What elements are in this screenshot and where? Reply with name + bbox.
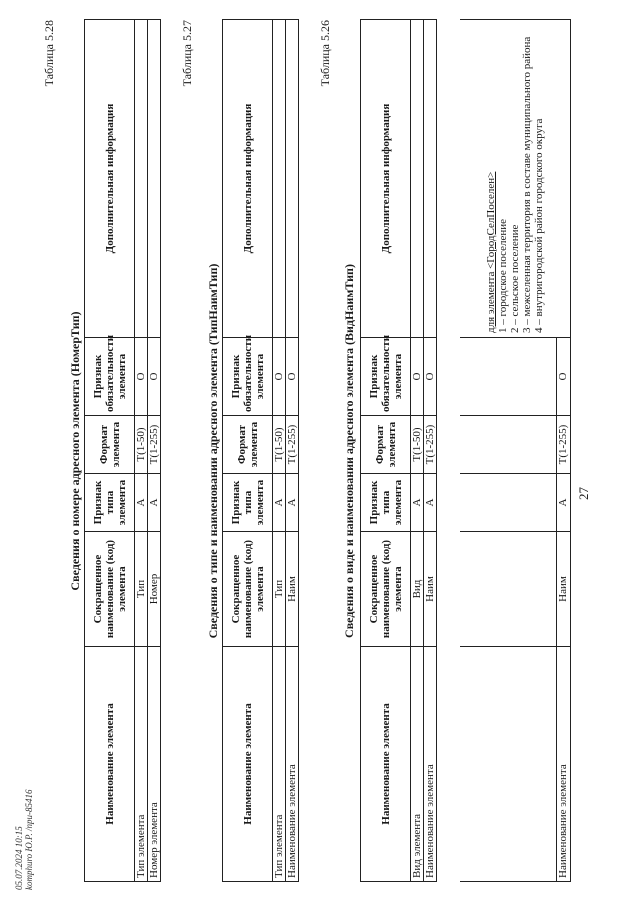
cell-name: Вид элемента (411, 647, 424, 882)
table-title: Сведения о типе и наименовании адресного элемента (ТипНаимТип) (206, 263, 220, 639)
code-list-item: 3 – межселенная территория в составе муниципального района (520, 36, 533, 333)
header-required: Признак обязательности элемента (361, 338, 411, 416)
table-5-26-block (318, 20, 458, 882)
table-row (135, 20, 148, 882)
continued-table-block (460, 19, 571, 882)
cell-code: Наим (286, 532, 299, 647)
code-list-item: 2 – сельское поселение (508, 224, 521, 333)
header-type: Признак типа элемента (223, 474, 273, 532)
cell-type: А (148, 474, 161, 532)
cell-format: T(1-255) (556, 416, 570, 474)
cell-name: Наименование элемента (424, 647, 437, 882)
print-stamp (14, 789, 34, 890)
cell-required: О (148, 338, 161, 416)
header-name: Наименование элемента (361, 647, 411, 882)
header-type: Признак типа элемента (85, 474, 135, 532)
table-caption: Таблица 5.28 (42, 20, 56, 87)
cell-info (411, 20, 424, 338)
code-list-item: 4 – внутригородской район городского округа (532, 118, 545, 333)
cell-info (135, 20, 148, 338)
table-row (273, 20, 286, 882)
cell-code: Вид (411, 532, 424, 647)
cell-required: О (556, 338, 570, 416)
cell-type: А (411, 474, 424, 532)
table-5-26 (360, 19, 437, 882)
page-number: 27 (576, 487, 591, 500)
table-5-28 (84, 19, 161, 882)
cell-code: Тип (135, 532, 148, 647)
cell-name: Тип элемента (135, 647, 148, 882)
cell-name: Тип элемента (273, 647, 286, 882)
cell-name: Наименование элемента (556, 647, 570, 882)
header-code: Сокращенное наименование (код) элемента (361, 532, 411, 647)
cell-type: А (135, 474, 148, 532)
header-type: Признак типа элемента (361, 474, 411, 532)
cell-info (424, 20, 437, 338)
header-format: Формат элемента (361, 416, 411, 474)
cell-required: О (286, 338, 299, 416)
cell-required: О (135, 338, 148, 416)
cell-info (148, 20, 161, 338)
code-list-cell (460, 20, 570, 338)
cell-format: T(1-50) (411, 416, 424, 474)
code-list-title: для элемента <ГородСелПоселен> (484, 171, 497, 333)
header-name: Наименование элемента (223, 647, 273, 882)
table-header-row (85, 20, 135, 882)
table-title: Сведения о номере адресного элемента (НомерТип) (68, 311, 82, 591)
cell-code: Наим (556, 532, 570, 647)
table-caption: Таблица 5.27 (180, 20, 194, 87)
cell-format: T(1-50) (273, 416, 286, 474)
table-title: Сведения о виде и наименовании адресного элемента (ВидНаимТип) (342, 264, 356, 638)
table-5-28-block (42, 20, 182, 882)
cell-format: T(1-255) (148, 416, 161, 474)
table-row (286, 20, 299, 882)
header-format: Формат элемента (223, 416, 273, 474)
table-header-row (223, 20, 273, 882)
cell-name: Наименование элемента (286, 647, 299, 882)
cell-code: Тип (273, 532, 286, 647)
header-info: Дополнительная информация (223, 20, 273, 338)
cell-format: T(1-50) (135, 416, 148, 474)
table-row (411, 20, 424, 882)
cell-format: T(1-255) (424, 416, 437, 474)
table-5-27 (222, 19, 299, 882)
cell-type: А (424, 474, 437, 532)
table-row (460, 20, 556, 882)
cell-type: А (273, 474, 286, 532)
cell-code: Номер (148, 532, 161, 647)
header-code: Сокращенное наименование (код) элемента (223, 532, 273, 647)
cell-name: Номер элемента (148, 647, 161, 882)
table-5-27-block (180, 20, 320, 882)
table-row (148, 20, 161, 882)
table-row (424, 20, 437, 882)
cell-required: О (273, 338, 286, 416)
header-code: Сокращенное наименование (код) элемента (85, 532, 135, 647)
header-info: Дополнительная информация (85, 20, 135, 338)
cell-type: А (556, 474, 570, 532)
header-format: Формат элемента (85, 416, 135, 474)
header-required: Признак обязательности элемента (223, 338, 273, 416)
table-header-row (361, 20, 411, 882)
table-caption: Таблица 5.26 (318, 20, 332, 87)
stamp-operator: komphuro Ю.Р. /при-85416 (24, 789, 34, 890)
continued-table (460, 19, 571, 882)
cell-required: О (424, 338, 437, 416)
cell-required: О (411, 338, 424, 416)
cell-code: Наим (424, 532, 437, 647)
stamp-date: 05.07.2024 10:15 (14, 826, 24, 890)
code-list-item: 1 – городское поселение (496, 218, 509, 333)
cell-format: T(1-255) (286, 416, 299, 474)
header-required: Признак обязательности элемента (85, 338, 135, 416)
cell-info (273, 20, 286, 338)
cell-info (286, 20, 299, 338)
header-name: Наименование элемента (85, 647, 135, 882)
cell-type: А (286, 474, 299, 532)
header-info: Дополнительная информация (361, 20, 411, 338)
